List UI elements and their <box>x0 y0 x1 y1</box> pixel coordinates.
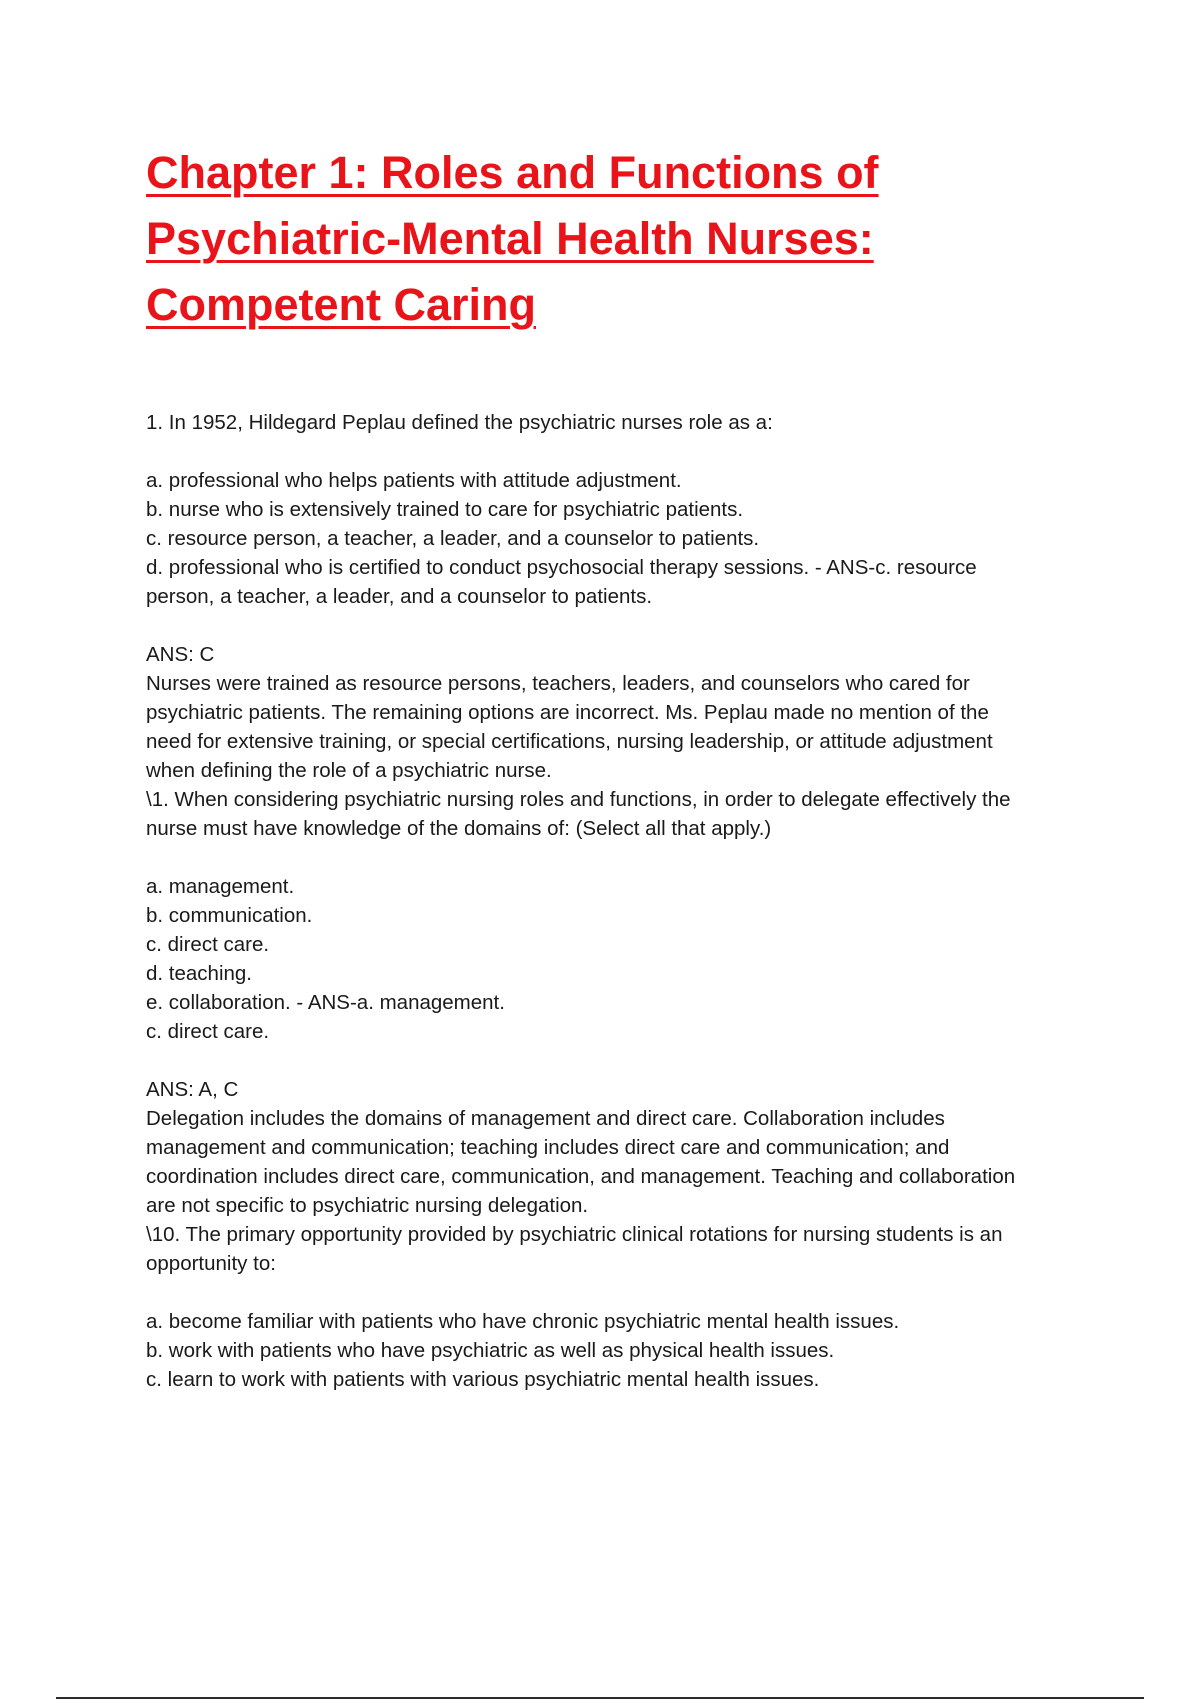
option-line: a. professional who helps patients with attitude adjustment. <box>146 469 682 492</box>
answer-key: ANS: A, C <box>146 1078 239 1101</box>
rationale-line: when defining the role of a psychiatric nurse. <box>146 759 552 782</box>
paragraph-gap <box>146 611 1106 640</box>
text-line: 1. In 1952, Hildegard Peplau defined the psychiatric nurses role as a: <box>146 411 773 434</box>
question-stem-line: \1. When considering psychiatric nursing roles and functions, in order to delegate effectively the <box>146 788 1011 811</box>
option-line: a. become familiar with patients who have chronic psychiatric mental health issues. <box>146 1310 900 1333</box>
rationale-line: need for extensive training, or special certifications, nursing leadership, or attitude adjustment <box>146 730 993 753</box>
rationale-line: Nurses were trained as resource persons, teachers, leaders, and counselors who cared for <box>146 672 970 695</box>
option-line: b. communication. <box>146 904 313 927</box>
option-line: e. collaboration. - ANS-a. management. <box>146 991 505 1014</box>
question-stem-line: \10. The primary opportunity provided by psychiatric clinical rotations for nursing students is an <box>146 1223 1003 1246</box>
option-line: d. teaching. <box>146 962 252 985</box>
rationale-line: are not specific to psychiatric nursing delegation. <box>146 1194 589 1217</box>
rationale-line: coordination includes direct care, communication, and management. Teaching and collaboration <box>146 1165 1016 1188</box>
title-line: Chapter 1: Roles and Functions of <box>146 147 879 198</box>
paragraph-gap <box>146 1046 1106 1075</box>
rationale-line: psychiatric patients. The remaining options are incorrect. Ms. Peplau made no mention of the <box>146 701 989 724</box>
answer-rationale <box>146 1075 1106 1278</box>
option-line: b. nurse who is extensively trained to care for psychiatric patients. <box>146 498 744 521</box>
chapter-title <box>146 140 1106 338</box>
rationale-line: Delegation includes the domains of management and direct care. Collaboration includes <box>146 1107 945 1130</box>
option-line: c. resource person, a teacher, a leader, and a counselor to patients. <box>146 527 760 550</box>
title-line: Psychiatric-Mental Health Nurses: <box>146 213 874 264</box>
option-line: person, a teacher, a leader, and a counselor to patients. <box>146 585 653 608</box>
question-stem-line: nurse must have knowledge of the domains of: (Select all that apply.) <box>146 817 772 840</box>
paragraph-gap <box>146 843 1106 872</box>
answer-rationale <box>146 640 1106 843</box>
question-stem-line: opportunity to: <box>146 1252 276 1275</box>
option-line: b. work with patients who have psychiatric as well as physical health issues. <box>146 1339 835 1362</box>
option-line: d. professional who is certified to conduct psychosocial therapy sessions. - ANS-c. resource <box>146 556 977 579</box>
answer-options <box>146 872 1106 1046</box>
paragraph-gap <box>146 437 1106 466</box>
option-line: a. management. <box>146 875 295 898</box>
option-line: c. direct care. <box>146 933 270 956</box>
option-line: c. learn to work with patients with various psychiatric mental health issues. <box>146 1368 820 1391</box>
paragraph-gap <box>146 1278 1106 1307</box>
page-bottom-rule <box>56 1697 1144 1699</box>
answer-options <box>146 1307 1106 1394</box>
document-body <box>146 408 1106 1394</box>
title-line: Competent Caring <box>146 279 537 330</box>
document-page <box>146 140 1106 1394</box>
option-line: c. direct care. <box>146 1020 270 1043</box>
question-stem <box>146 408 1106 437</box>
rationale-line: management and communication; teaching includes direct care and communication; and <box>146 1136 950 1159</box>
answer-key: ANS: C <box>146 643 215 666</box>
answer-options <box>146 466 1106 611</box>
